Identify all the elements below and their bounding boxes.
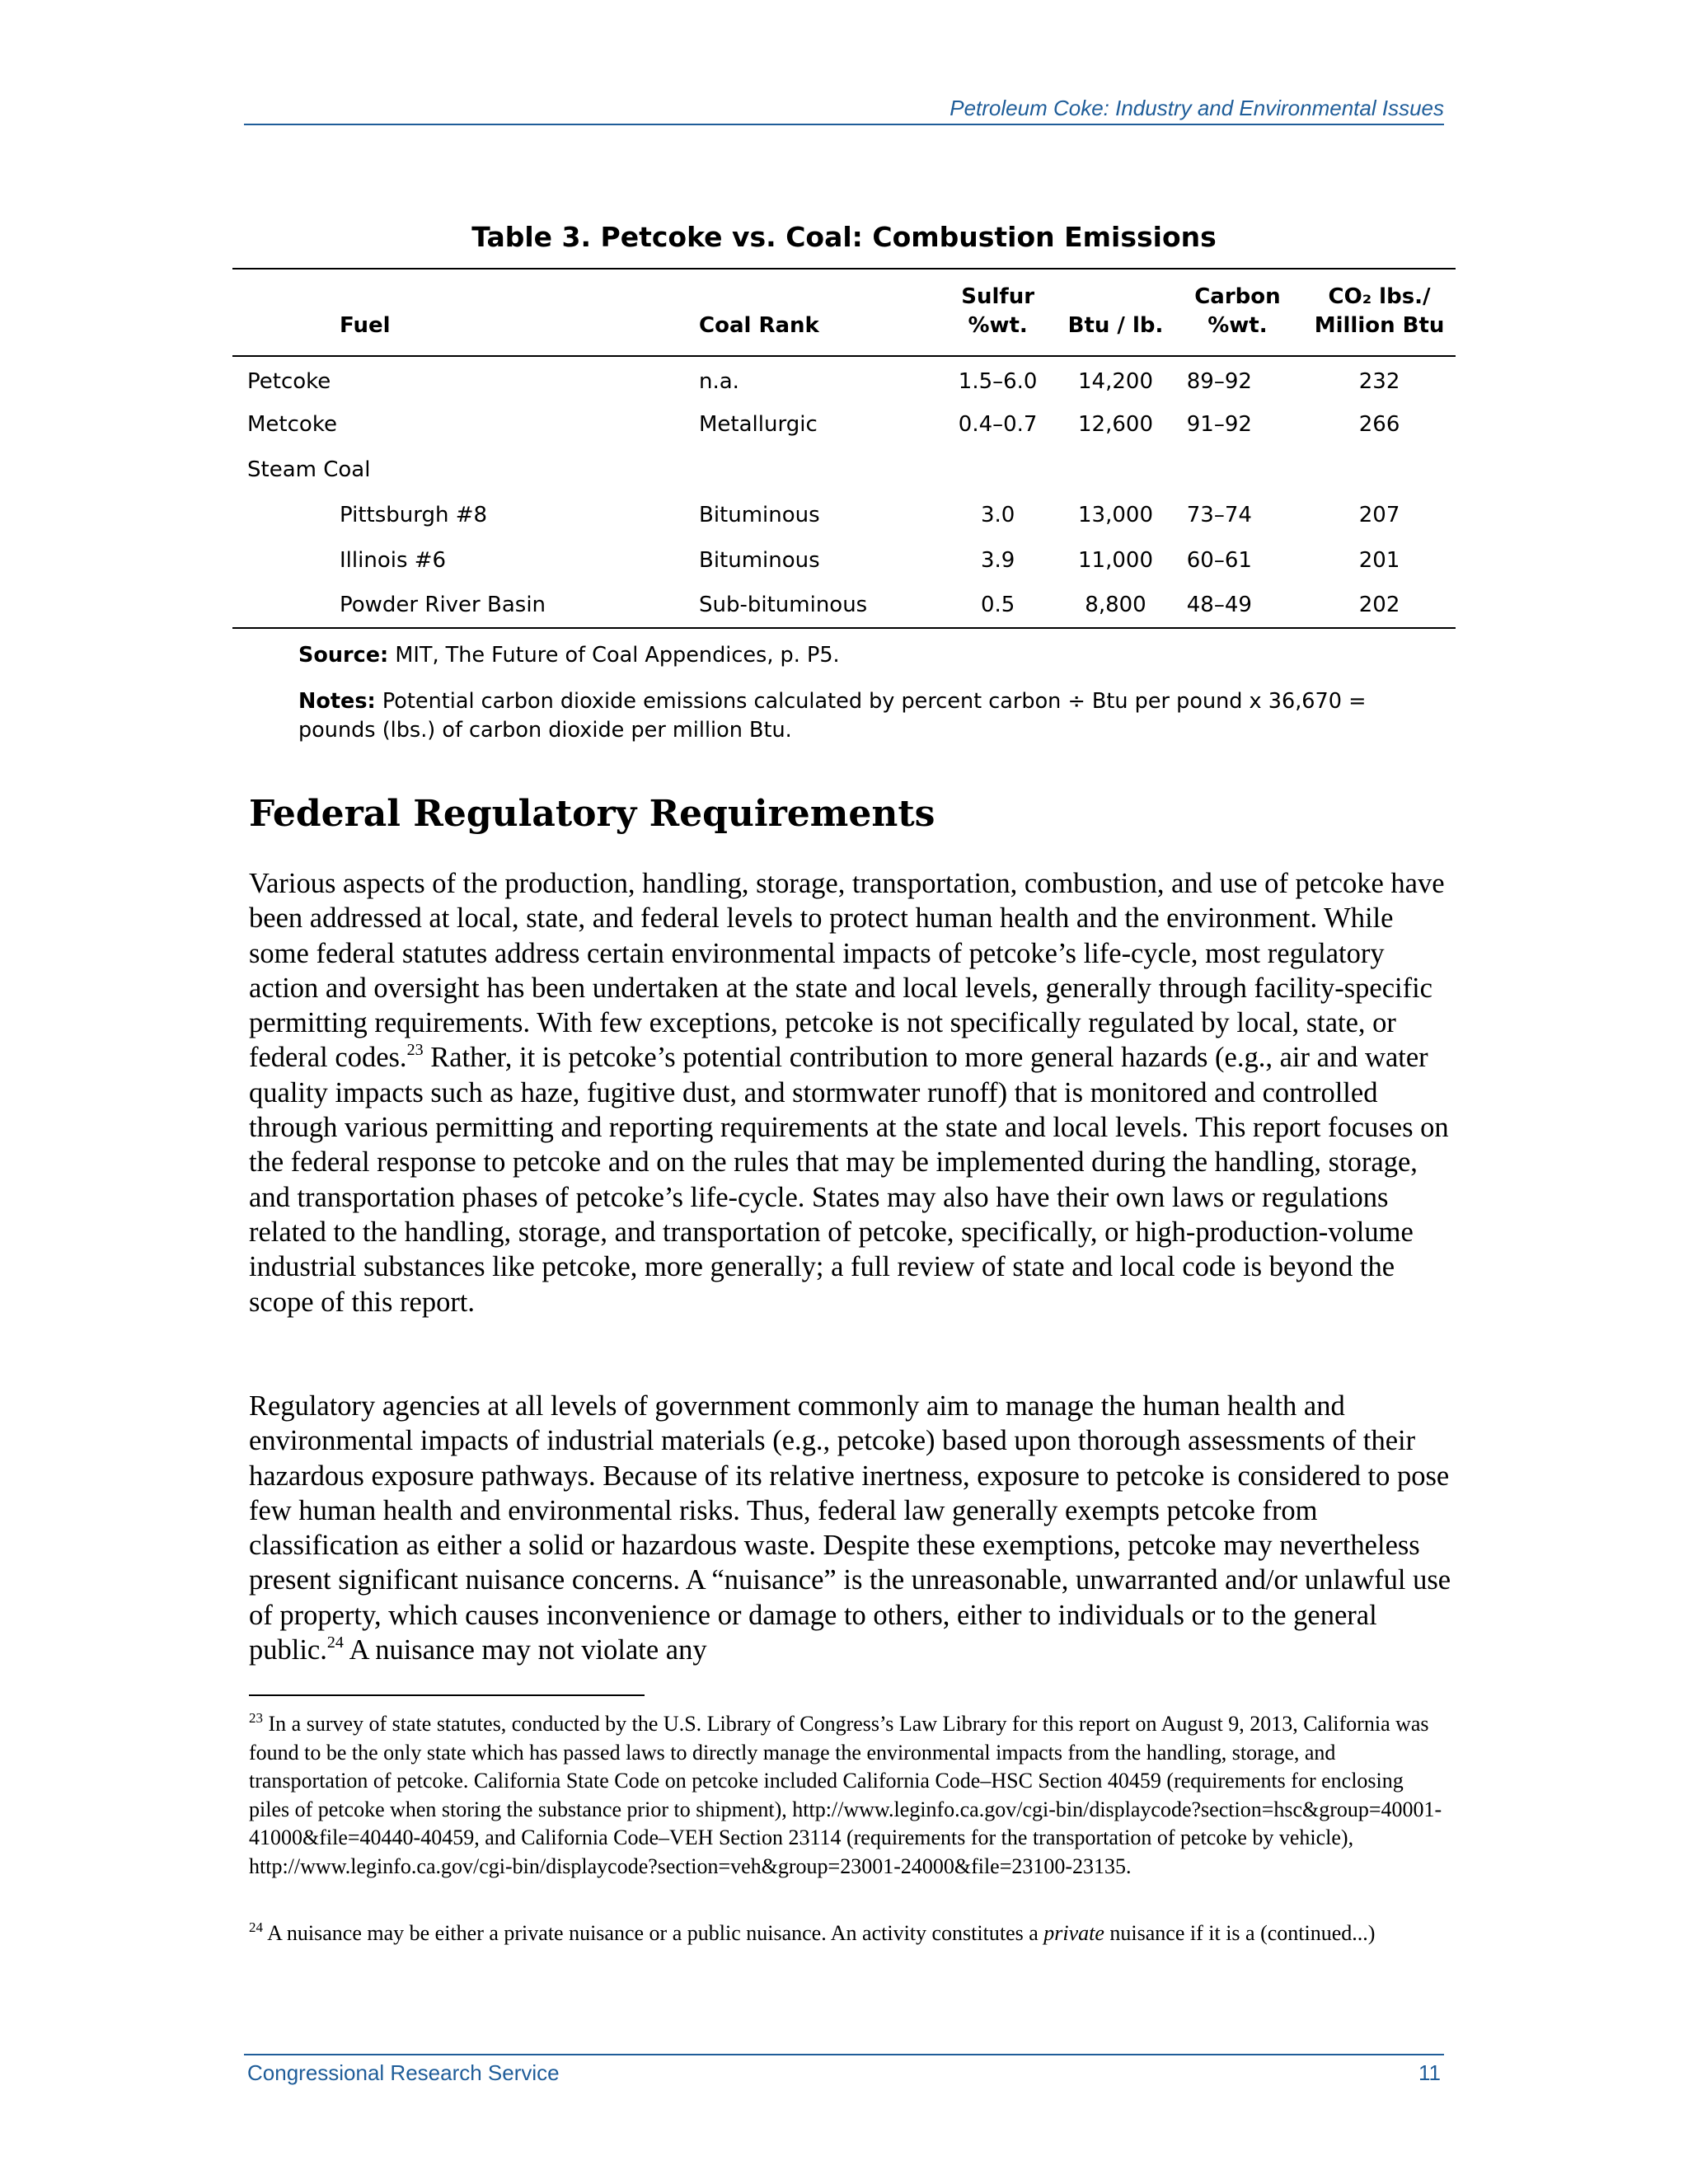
cell-fuel: Powder River Basin: [232, 583, 684, 628]
cell-sulfur: 3.0: [980, 502, 1015, 527]
cell-sulfur: 0.4–0.7: [958, 411, 1038, 437]
cell-fuel: Metcoke: [247, 411, 337, 437]
cell-co2: 202: [1288, 583, 1456, 628]
running-header-title: Petroleum Coke: Industry and Environmental Issues: [950, 96, 1444, 120]
cell-carbon: 91–92: [1186, 411, 1252, 437]
table-source-note: Source: MIT, The Future of Coal Appendices, p. P5.: [298, 643, 840, 668]
table-row: [232, 583, 1456, 628]
cell-carbon: 73–74: [1186, 502, 1252, 527]
section-heading: Federal Regulatory Requirements: [249, 793, 935, 835]
cell-co2: 201: [1358, 547, 1400, 573]
cell-co2: 207: [1358, 502, 1400, 527]
col-header-fuel: Fuel: [232, 269, 684, 356]
table-header-row: [232, 269, 1456, 356]
table-row: [232, 492, 1456, 537]
footnote-ref-23[interactable]: 23: [406, 1041, 424, 1060]
footer-publisher: Congressional Research Service: [247, 2060, 560, 2085]
table-row: [232, 356, 1456, 401]
emissions-table: [232, 268, 1456, 629]
cell-sulfur: 1.5–6.0: [958, 369, 1038, 394]
footnote-24: $^{24}$ A nuisance may be either a private nuisance or a public nuisance. An activity constitutes a private nuisance if it is a (continued...): [249, 1919, 1376, 1945]
footnote-separator: [249, 1694, 645, 1696]
cell-fuel-group: Steam Coal: [247, 457, 371, 482]
cell-sulfur: 0.5: [936, 583, 1044, 628]
col-header-btu: Btu / lb.: [1044, 269, 1171, 356]
cell-btu: 8,800: [1044, 583, 1171, 628]
header-rule: [244, 124, 1444, 125]
cell-carbon: 60–61: [1186, 547, 1252, 573]
col-header-carbon: Carbon %wt.: [1172, 269, 1288, 356]
table-row: [232, 537, 1456, 583]
footnote-23: $^{23}$ In a survey of state statutes, conducted by the U.S. Library of Congress’s Law Library for this report on August 9, 2013, California was found to be the only state which has passed laws to directly manage the environmental impacts from the handling, storage, and transportation of petcoke. California State Code on petcoke included California Code–HSC Section 40459 (requirements for enclosing piles of petcoke when storing the substance prior to shipment), http://www.leginfo.ca.gov/cgi-bin/displaycode?section=hsc&group=40001-41000&file=40440-40459, and California Code–VEH Section 23114 (requirements for the transportation of petcoke by vehicle), http://www.leginfo.ca.gov/cgi-bin/displaycode?section=veh&group=23001-24000&file=23100-23135.: [249, 1710, 1442, 1878]
cell-rank: Metallurgic: [699, 411, 818, 437]
cell-sulfur: 3.9: [980, 547, 1015, 573]
cell-rank: n.a.: [699, 369, 739, 394]
footnote-ref-24[interactable]: 24: [326, 1633, 344, 1652]
table-title: Table 3. Petcoke vs. Coal: Combustion Emissions: [471, 221, 1217, 253]
table-notes: Notes: Potential carbon dioxide emissions calculated by percent carbon ÷ Btu per pound x 36,670 = pounds (lbs.) of carbon dioxide per million Btu.: [298, 689, 1367, 743]
cell-fuel: Illinois #6: [340, 547, 447, 573]
col-header-coal-rank: Coal Rank: [684, 269, 936, 356]
cell-co2: 266: [1358, 411, 1400, 437]
body-paragraph-1: Various aspects of the production, handling, storage, transportation, combustion, and use of petcoke have been addressed at local, state, and federal levels to protect human health and the environment. While some federal statutes address certain environmental impacts of petcoke’s life-cycle, most regulatory action and oversight has been undertaken at the state and local levels, generally through facility-specific permitting requirements. With few exceptions, petcoke is not specifically regulated by local, state, or federal codes.$^{23}$ Rather, it is petcoke’s potential contribution to more general hazards (e.g., air and water quality impacts such as haze, fugitive dust, and stormwater runoff) that is monitored and controlled through various permitting and reporting requirements at the state and local levels. This report focuses on the federal response to petcoke and on the rules that may be implemented during the handling, storage, and transportation phases of petcoke’s life-cycle. States may also have their own laws or regulations related to the handling, storage, and transportation of petcoke, specifically, or high-production-volume industrial substances like petcoke, more generally; a full review of state and local code is beyond the scope of this report.: [249, 868, 1449, 1318]
cell-btu: 12,600: [1078, 411, 1153, 437]
page-number: 11: [1418, 2060, 1441, 2085]
cell-btu: 13,000: [1078, 502, 1153, 527]
table-row: [232, 401, 1456, 447]
cell-fuel: Petcoke: [247, 369, 331, 394]
cell-btu: 14,200: [1078, 369, 1153, 394]
cell-co2: 232: [1358, 369, 1400, 394]
body-paragraph-2: Regulatory agencies at all levels of government commonly aim to manage the human health and environmental impacts of industrial materials (e.g., petcoke) based upon thorough assessments of their hazardous exposure pathways. Because of its relative inertness, exposure to petcoke is considered to pose few human health and environmental risks. Thus, federal law generally exempts petcoke from classification as either a solid or hazardous waste. Despite these exemptions, petcoke may nevertheless present significant nuisance concerns. A “nuisance” is the unreasonable, unwarranted and/or unlawful use of property, which causes inconvenience or damage to others, either to individuals or to the general public.$^{24}$ A nuisance may not violate any: [249, 1390, 1451, 1666]
cell-rank: Bituminous: [699, 547, 820, 573]
cell-btu: 11,000: [1078, 547, 1153, 573]
cell-rank: Bituminous: [699, 502, 820, 527]
cell-carbon: 48–49: [1172, 583, 1288, 628]
col-header-sulfur: Sulfur %wt.: [936, 269, 1044, 356]
footer-rule: [244, 2054, 1444, 2055]
table-row-group-heading: [232, 447, 1456, 492]
col-header-co2: CO₂ lbs./ Million Btu: [1288, 269, 1456, 356]
cell-rank: Sub-bituminous: [684, 583, 936, 628]
cell-fuel: Pittsburgh #8: [340, 502, 488, 527]
cell-carbon: 89–92: [1186, 369, 1252, 394]
